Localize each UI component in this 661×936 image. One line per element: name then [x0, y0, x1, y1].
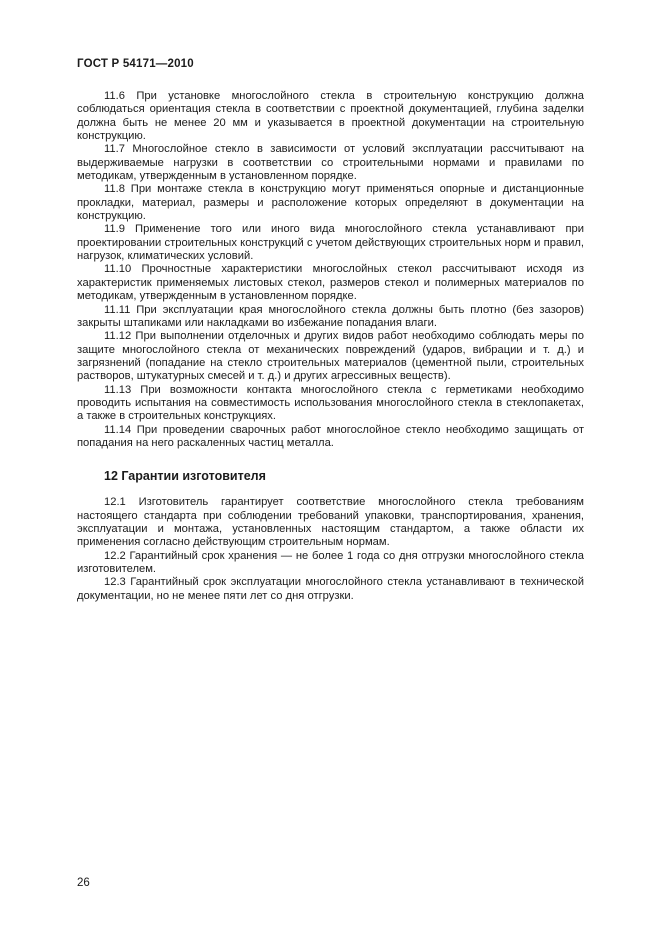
paragraph-12-1: 12.1 Изготовитель гарантирует соответствие многослойного стекла требованиям настоящего стандарта при соблюдении требований упаковки, транспортирования, хранения, эксплуатации и монтажа, установленных настоящим стандартом, а также области их применения согласно действующим строительным нормам.	[77, 496, 584, 549]
paragraph-11-9: 11.9 Применение того или иного вида многослойного стекла устанавливают при проектировании строительных конструкций с учетом действующих строительных норм и правил, нагрузок, климатических условий.	[77, 223, 584, 263]
paragraph-11-11: 11.11 При эксплуатации края многослойного стекла должны быть плотно (без зазоров) закрыты штапиками или накладками во избежание попадания влаги.	[77, 303, 584, 329]
paragraph-12-2: 12.2 Гарантийный срок хранения — не более 1 года со дня отгрузки многослойного стекла изготовителем.	[77, 549, 584, 575]
section-12-heading: 12 Гарантии изготовителя	[104, 469, 266, 484]
paragraph-11-14: 11.14 При проведении сварочных работ многослойное стекло необходимо защищать от попадания на него раскаленных частиц металла.	[77, 423, 584, 449]
paragraph-11-10: 11.10 Прочностные характеристики многослойных стекол рассчитывают исходя из характеристик применяемых листовых стекол, размеров стекол и полимерных материалов по методикам, утвержденным в установленном порядке.	[77, 263, 584, 303]
paragraph-11-7: 11.7 Многослойное стекло в зависимости от условий эксплуатации рассчитывают на выдерживаемые нагрузки в соответствии со строительными нормами и правилами по методикам, утвержденным в установленном порядке.	[77, 143, 584, 183]
paragraph-11-8: 11.8 При монтаже стекла в конструкцию могут применяться опорные и дистанционные прокладки, материал, размеры и расположение которых определяют в документации на конструкцию.	[77, 183, 584, 223]
page-number: 26	[77, 877, 90, 889]
document-header: ГОСТ Р 54171—2010	[77, 58, 194, 70]
paragraph-11-6: 11.6 При установке многослойного стекла в строительную конструкцию должна соблюдаться ориентация стекла в соответствии с проектной документацией, глубина заделки должна быть не менее 20 мм и указывается в проектной документации на строительную конструкцию.	[77, 90, 584, 143]
paragraph-12-3: 12.3 Гарантийный срок эксплуатации многослойного стекла устанавливают в технической документации, но не менее пяти лет со дня отгрузки.	[77, 576, 584, 602]
paragraph-11-12: 11.12 При выполнении отделочных и других видов работ необходимо соблюдать меры по защите многослойного стекла от механических повреждений (ударов, вибрации и т. д.) и загрязнений (попадание на стекло строительных материалов (цементной пыли, строительных растворов, штукатурных смесей и т. д.) и других агрессивных веществ).	[77, 330, 584, 383]
paragraph-11-13: 11.13 При возможности контакта многослойного стекла с герметиками необходимо проводить испытания на совместимость использования многослойного стекла в стеклопакетах, а также в строительных конструкциях.	[77, 383, 584, 423]
